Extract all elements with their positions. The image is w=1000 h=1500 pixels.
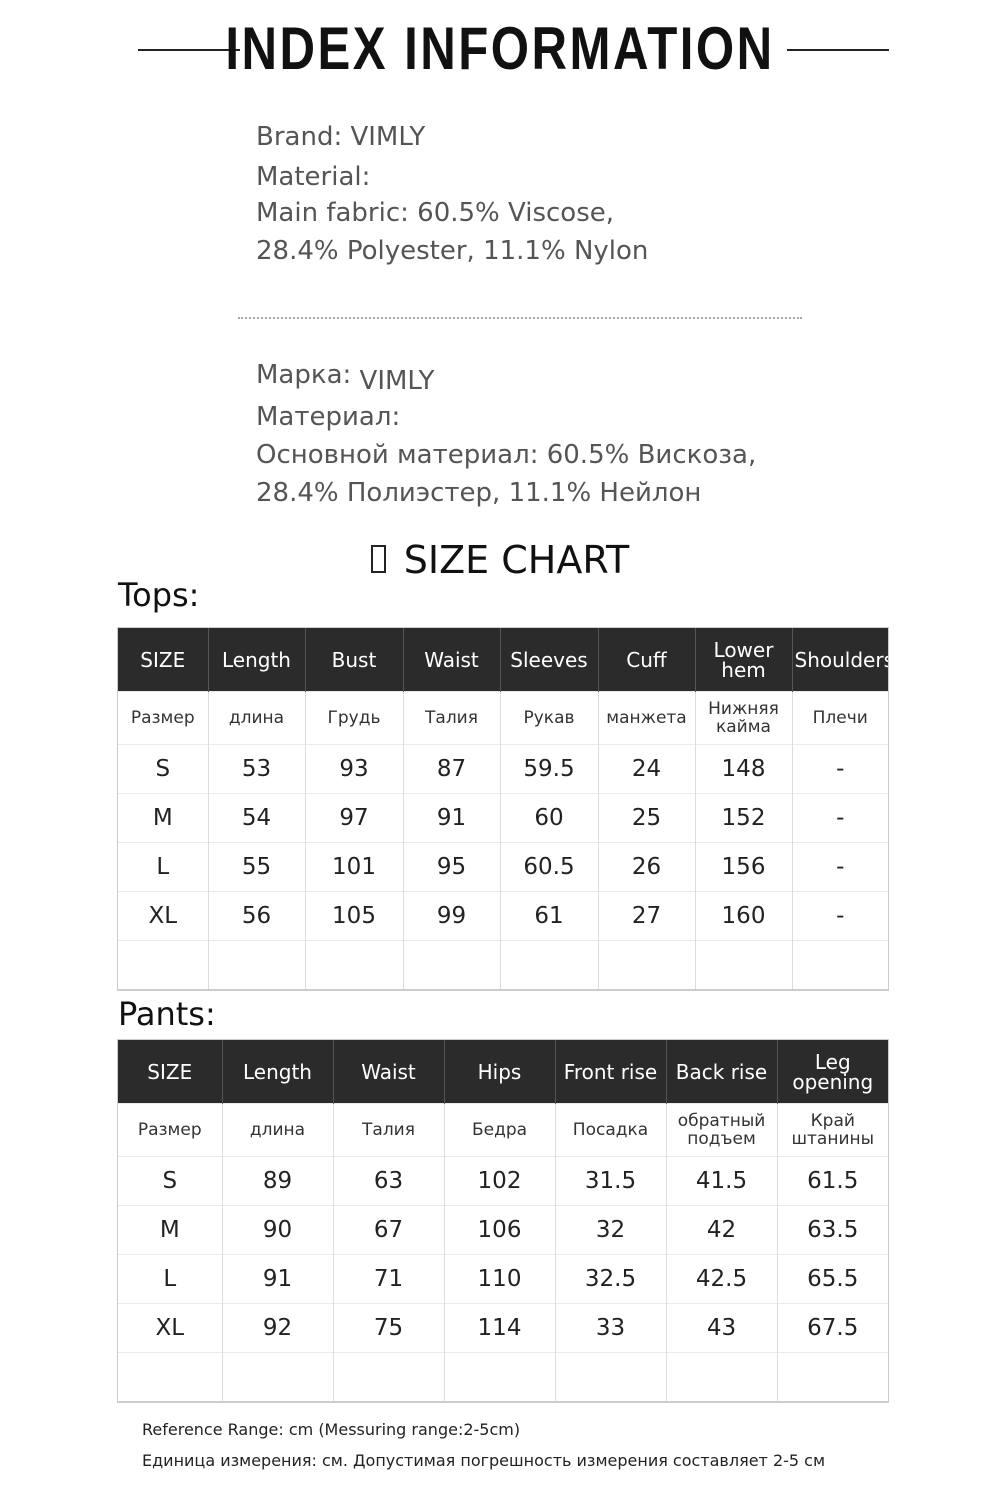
empty-cell (792, 941, 888, 990)
brand-value-en: VIMLY (350, 122, 426, 152)
pants-header-cell: Hips (444, 1040, 555, 1104)
divider (238, 317, 802, 319)
table-cell: 114 (444, 1304, 555, 1353)
empty-cell (555, 1353, 666, 1402)
table-cell: 26 (598, 843, 695, 892)
table-cell: 90 (222, 1206, 333, 1255)
table-cell: - (792, 892, 888, 941)
brand-value-ru: VIMLY (359, 366, 435, 396)
tops-russian-header-cell: Грудь (305, 692, 403, 745)
table-cell: XL (118, 1304, 222, 1353)
pants-header-cell: Length (222, 1040, 333, 1104)
table-cell: 42 (666, 1206, 777, 1255)
page-title: INDEX INFORMATION (225, 15, 775, 82)
table-cell: 25 (598, 794, 695, 843)
table-row (118, 1304, 888, 1353)
table-cell: 148 (695, 745, 792, 794)
table-cell: S (118, 1157, 222, 1206)
table-cell: 101 (305, 843, 403, 892)
table-cell: 99 (403, 892, 500, 941)
pants-table (118, 1040, 888, 1402)
reference-note-en: Reference Range: cm (Messuring range:2-5cm) (142, 1420, 521, 1439)
reference-note-ru: Единица измерения: см. Допустимая погрешность измерения составляет 2-5 см (142, 1451, 826, 1470)
pants-russian-header-cell: обратный подъем (666, 1104, 777, 1157)
table-cell: 55 (208, 843, 305, 892)
table-cell: 56 (208, 892, 305, 941)
table-cell: 75 (333, 1304, 444, 1353)
table-cell: M (118, 1206, 222, 1255)
material-line2-ru: 28.4% Полиэстер, 11.1% Нейлон (256, 478, 702, 508)
tops-table (118, 628, 894, 990)
empty-cell (666, 1353, 777, 1402)
empty-cell (222, 1353, 333, 1402)
brand-line-ru (256, 356, 434, 394)
pants-header-cell: SIZE (118, 1040, 222, 1104)
table-row (118, 1255, 888, 1304)
empty-cell (208, 941, 305, 990)
table-cell: 27 (598, 892, 695, 941)
table-cell: 102 (444, 1157, 555, 1206)
brand-label-en: Brand: (256, 122, 343, 152)
tops-header-cell: Waist (403, 628, 500, 692)
table-cell: 33 (555, 1304, 666, 1353)
table-cell: 32 (555, 1206, 666, 1255)
table-cell: 160 (695, 892, 792, 941)
tops-header-cell: Sleeves (500, 628, 598, 692)
pants-russian-header-cell: Размер (118, 1104, 222, 1157)
pants-header-row (118, 1040, 888, 1104)
tops-russian-header-cell: манжета (598, 692, 695, 745)
empty-row (118, 1353, 888, 1402)
tops-header-row (118, 628, 888, 692)
pants-header-cell: Back rise (666, 1040, 777, 1104)
table-cell: 41.5 (666, 1157, 777, 1206)
pants-russian-header-cell: Край штанины (777, 1104, 888, 1157)
ruler-icon (371, 545, 386, 573)
table-cell: 105 (305, 892, 403, 941)
pants-russian-header-cell: Бедра (444, 1104, 555, 1157)
empty-cell (333, 1353, 444, 1402)
empty-cell (444, 1353, 555, 1402)
empty-cell (695, 941, 792, 990)
pants-russian-header-cell: Талия (333, 1104, 444, 1157)
pants-header-cell: Front rise (555, 1040, 666, 1104)
table-cell: 31.5 (555, 1157, 666, 1206)
table-row (118, 1157, 888, 1206)
brand-line-en (256, 118, 425, 156)
table-cell: 32.5 (555, 1255, 666, 1304)
table-cell: L (118, 1255, 222, 1304)
material-label-ru: Материал: (256, 402, 401, 432)
empty-cell (118, 1353, 222, 1402)
table-cell: 54 (208, 794, 305, 843)
empty-cell (598, 941, 695, 990)
table-cell: 67.5 (777, 1304, 888, 1353)
table-row (118, 745, 888, 794)
empty-cell (118, 941, 208, 990)
tops-header-cell: Cuff (598, 628, 695, 692)
table-cell: 110 (444, 1255, 555, 1304)
pants-russian-header-cell: длина (222, 1104, 333, 1157)
tops-russian-header-cell: Размер (118, 692, 208, 745)
table-cell: 95 (403, 843, 500, 892)
tops-russian-header-cell: Рукав (500, 692, 598, 745)
empty-cell (403, 941, 500, 990)
tops-header-cell: Length (208, 628, 305, 692)
tops-label: Tops: (118, 576, 200, 614)
table-cell: 152 (695, 794, 792, 843)
table-cell: 91 (403, 794, 500, 843)
table-cell: 106 (444, 1206, 555, 1255)
table-row (118, 794, 888, 843)
table-cell: 53 (208, 745, 305, 794)
table-cell: 61.5 (777, 1157, 888, 1206)
table-cell: 97 (305, 794, 403, 843)
table-row (118, 843, 888, 892)
table-cell: 24 (598, 745, 695, 794)
table-cell: 59.5 (500, 745, 598, 794)
pants-header-cell: Waist (333, 1040, 444, 1104)
pants-russian-header-cell: Посадка (555, 1104, 666, 1157)
size-chart-title: SIZE CHART (403, 538, 630, 582)
tops-russian-header-row (118, 692, 888, 745)
table-cell: - (792, 745, 888, 794)
table-cell: 63.5 (777, 1206, 888, 1255)
table-cell: 60.5 (500, 843, 598, 892)
empty-cell (777, 1353, 888, 1402)
tops-header-cell: Lower hem (695, 628, 792, 692)
tops-header-cell: SIZE (118, 628, 208, 692)
table-cell: 42.5 (666, 1255, 777, 1304)
table-row (118, 1206, 888, 1255)
material-line1-en: Main fabric: 60.5% Viscose, (256, 198, 615, 228)
table-cell: M (118, 794, 208, 843)
table-cell: 65.5 (777, 1255, 888, 1304)
material-label-en: Material: (256, 162, 371, 192)
empty-row (118, 941, 888, 990)
pants-header-cell: Leg opening (777, 1040, 888, 1104)
table-cell: 91 (222, 1255, 333, 1304)
table-cell: 87 (403, 745, 500, 794)
table-cell: 92 (222, 1304, 333, 1353)
table-cell: 43 (666, 1304, 777, 1353)
table-cell: - (792, 794, 888, 843)
empty-cell (305, 941, 403, 990)
table-row (118, 892, 888, 941)
empty-cell (500, 941, 598, 990)
table-cell: - (792, 843, 888, 892)
table-cell: 89 (222, 1157, 333, 1206)
pants-label: Pants: (118, 995, 216, 1033)
pants-russian-header-row (118, 1104, 888, 1157)
material-line2-en: 28.4% Polyester, 11.1% Nylon (256, 236, 649, 266)
tops-header-cell: Bust (305, 628, 403, 692)
table-cell: L (118, 843, 208, 892)
table-cell: 156 (695, 843, 792, 892)
tops-header-cell: Shoulders (792, 628, 888, 692)
tops-russian-header-cell: длина (208, 692, 305, 745)
tops-russian-header-cell: Плечи (792, 692, 888, 745)
table-cell: 67 (333, 1206, 444, 1255)
table-cell: 71 (333, 1255, 444, 1304)
table-cell: S (118, 745, 208, 794)
table-cell: 61 (500, 892, 598, 941)
table-cell: 63 (333, 1157, 444, 1206)
brand-label-ru: Марка: (256, 360, 352, 390)
table-cell: 93 (305, 745, 403, 794)
table-cell: 60 (500, 794, 598, 843)
tops-russian-header-cell: Нижняя кайма (695, 692, 792, 745)
material-line1-ru: Основной материал: 60.5% Вискоза, (256, 440, 757, 470)
table-cell: XL (118, 892, 208, 941)
tops-russian-header-cell: Талия (403, 692, 500, 745)
